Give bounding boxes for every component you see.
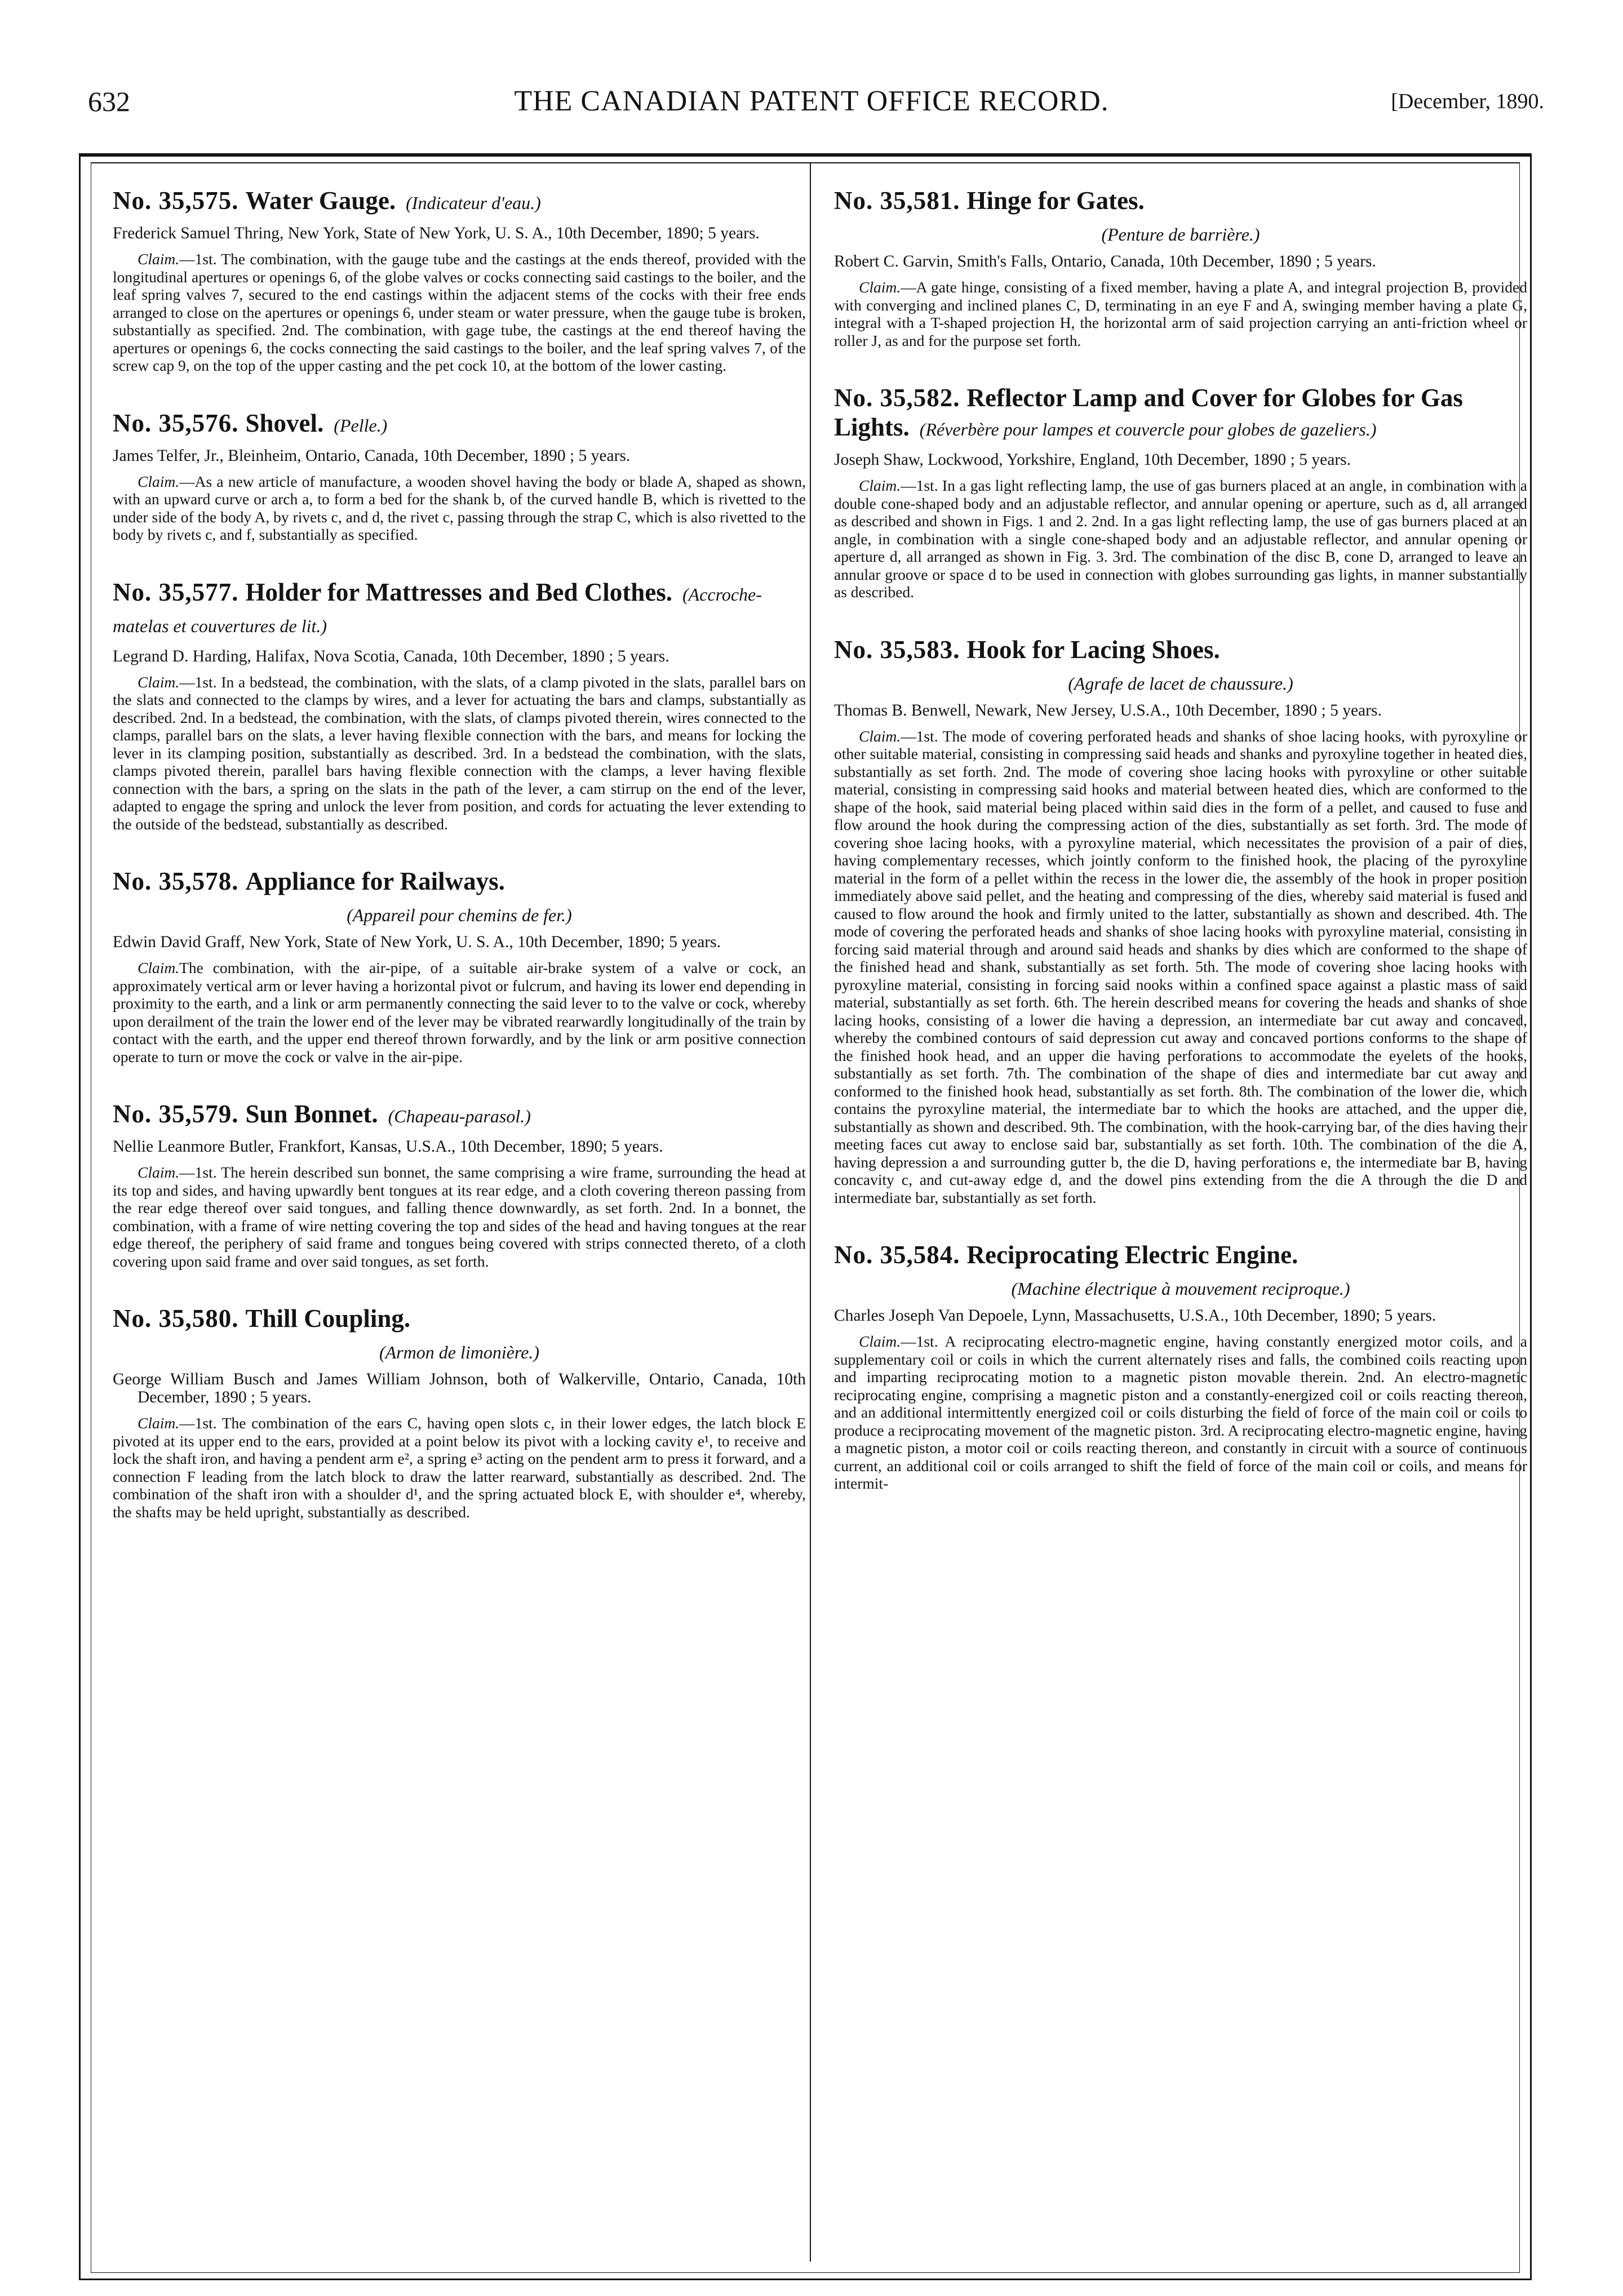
- claim-text: —1st. The herein described sun bonnet, the same comprising a wire frame, surrounding the head at its top and sides, and having upwardly bent tongues at its rear edge, and a cloth covering thereon passing from the rear edge thereof over said tongues, and falling thence downwardly, as set forth. 2nd. In a bonnet, the combination, with a frame of wire netting covering the top and sides of the head and having tongues at the rear edge thereof, the periphery of said frame and tongues being covered with strips connected thereto, of a cloth covering upon said frame and over said tongues, as set forth.: [113, 1163, 806, 1270]
- patent-entry: [834, 1240, 1527, 1493]
- claim-label: Claim.: [859, 727, 901, 745]
- patent-french-name: (Accroche-matelas et couvertures de lit.): [113, 584, 762, 636]
- patentee-info: Thomas B. Benwell, Newark, New Jersey, U.S.A., 10th December, 1890 ; 5 years.: [834, 701, 1382, 720]
- patent-title: [113, 867, 806, 926]
- right-column: [834, 186, 1527, 1526]
- patent-title: [834, 186, 1527, 246]
- patent-entry: [113, 578, 806, 833]
- patent-name: Hook for Lacing Shoes.: [966, 635, 1220, 664]
- patentee-info: Edwin David Graff, New York, State of New York, U. S. A., 10th December, 1890; 5 years.: [113, 933, 721, 951]
- patent-claim: [834, 477, 1527, 601]
- patentee-info: Charles Joseph Van Depoele, Lynn, Massachusetts, U.S.A., 10th December, 1890; 5 years.: [834, 1307, 1436, 1325]
- page-number: 632: [88, 86, 130, 117]
- patent-number: No. 35,576.: [113, 408, 239, 437]
- patent-claim: [113, 1163, 806, 1270]
- patentee-info: George William Busch and James William Johnson, both of Walkerville, Ontario, Canada, 10th December, 1890 ; 5 years.: [113, 1370, 806, 1406]
- patent-title: [113, 1304, 806, 1364]
- patent-french-name: (Penture de barrière.): [1101, 224, 1260, 245]
- patent-claim: [834, 727, 1527, 1207]
- issue-date: [December, 1890.: [1391, 90, 1544, 113]
- claim-text: —As a new article of manufacture, a wooden shovel having the body or blade A, shaped as shown, with an upward curve or arch a, to form a bed for the shank b, of the curved handle B, which is rivetted to the under side of the body A, by rivets c, and d, the rivet c, passing through the strap C, which is also rivetted to the body by rivets c, and f, substantially as specified.: [113, 472, 806, 543]
- patent-entry: [834, 635, 1527, 1207]
- patentee-info: Frederick Samuel Thring, New York, State of New York, U. S. A., 10th December, 1890; 5 years.: [113, 224, 760, 242]
- patent-number: No. 35,581.: [834, 186, 960, 215]
- patent-title: [113, 186, 806, 217]
- patent-french-name: (Réverbère pour lampes et couvercle pour globes de gazeliers.): [919, 419, 1377, 439]
- patent-claim: [113, 473, 806, 544]
- patent-title: [113, 578, 806, 641]
- patent-french-name: (Armon de limonière.): [379, 1342, 540, 1362]
- patent-claim: [113, 250, 806, 375]
- claim-label: Claim.: [138, 1414, 180, 1432]
- patent-claim: [834, 1333, 1527, 1493]
- claim-text: The combination, with the air-pipe, of a suitable air-brake system of a valve or cock, an approximately vertical arm or lever having a horizontal pivot or fulcrum, and having its lower end depending in proximity to the earth, and a link or arm permanently connecting the said lever to to the valve or cock, whereby upon derailment of the train the lower end of the lever may be vibrated rearwardly longitudinally of the train by contact with the earth, and the upper end thereof thrown forwardly, and by the link or arm positive connection operate to turn or move the cock or valve in the air-pipe.: [113, 959, 806, 1065]
- patentee-info: Legrand D. Harding, Halifax, Nova Scotia, Canada, 10th December, 1890 ; 5 years.: [113, 647, 669, 665]
- patent-title: [113, 408, 806, 440]
- patent-french-name: (Pelle.): [334, 415, 388, 436]
- patent-title: [834, 635, 1527, 695]
- patent-claim: [834, 278, 1527, 349]
- patent-name: Sun Bonnet.: [245, 1100, 378, 1128]
- patentee-info: Robert C. Garvin, Smith's Falls, Ontario, Canada, 10th December, 1890 ; 5 years.: [834, 252, 1376, 270]
- patent-number: No. 35,575.: [113, 186, 239, 215]
- patent-number: No. 35,582.: [834, 384, 960, 412]
- page-header: [79, 85, 1544, 124]
- patent-name: Holder for Mattresses and Bed Clothes.: [245, 578, 672, 606]
- column-divider: [810, 163, 811, 2262]
- patent-number: No. 35,577.: [113, 578, 239, 606]
- patent-title: [834, 383, 1527, 444]
- claim-text: —1st. The combination, with the gauge tube and the castings at the ends thereof, provided with the longitudinal apertures or openings 6, of the globe valves or cocks connecting said castings to the boiler, and the leaf spring valves 7, secured to the end castings within the adjacent stems of the cocks with their free ends arranged to close on the apertures or openings 6, under steam or water pressure, when the gauge tube is broken, substantially as specified. 2nd. The combination, with gage tube, the castings at the end thereof having the apertures or openings 6, the cocks connecting the said castings to the boiler, and the leaf spring valves 7, of the screw cap 9, on the top of the upper casting and the pet cock 10, at the bottom of the lower casting.: [113, 250, 806, 374]
- patent-name: Reflector Lamp and Cover for Globes for Gas Lights.: [834, 384, 1463, 441]
- patent-entry: [113, 867, 806, 1065]
- claim-text: —A gate hinge, consisting of a fixed member, having a plate A, and integral projection B, provided with converging and inclined planes C, D, terminating in an eye F and A, swinging member having a plate G, integral with a T-shaped projection H, the horizontal arm of said projection carrying an anti-friction wheel or roller J, as and for the purpose set forth.: [834, 278, 1527, 349]
- patentee-info: Nellie Leanmore Butler, Frankfort, Kansas, U.S.A., 10th December, 1890; 5 years.: [113, 1138, 663, 1156]
- claim-label: Claim.: [859, 477, 901, 494]
- patent-french-name: (Appareil pour chemins de fer.): [347, 905, 572, 925]
- patent-number: No. 35,584.: [834, 1241, 960, 1269]
- patent-entry: [834, 186, 1527, 349]
- claim-text: —1st. In a bedstead, the combination, with the slats, of a clamp pivoted in the slats, parallel bars on the slats and connected to the clamps by wires, and a lever for actuating the bars and clamps, substantially as described. 2nd. In a bedstead, the combination, with the slats, of clamps pivoted therein, wires connected to the clamps, parallel bars on the slats, a lever having flexible connection with the bars, and means for locking the lever in its clamping position, substantially as described. 3rd. In a bedstead the combination, with the slats, clamps pivoted therein, parallel bars having flexible connection with the clamps, a lever having flexible connection with the bars, a spring on the slats in the path of the lever, a cam stirrup on the end of the lever, adapted to engage the spring and unlock the lever from position, and cords for actuating the lever extending to the outside of the bedstead, substantially as described.: [113, 673, 806, 833]
- patent-entry: [113, 408, 806, 544]
- patent-entry: [834, 383, 1527, 601]
- patent-name: Appliance for Railways.: [245, 867, 505, 895]
- patent-name: Reciprocating Electric Engine.: [966, 1241, 1298, 1269]
- claim-text: —1st. A reciprocating electro-magnetic engine, having constantly energized motor coils, and a supplementary coil or coils in which the current alternately rises and falls, the combined coils reacting upon and imparting reciprocating motion to a magnetic piston movable therein. 2nd. An electro-magnetic reciprocating engine, comprising a magnetic piston and a constantly-energized coil or coils reacting thereon, and an additional intermittently energized coil or coils disturbing the field of force of the main coil or coils to produce a reciprocating movement of the magnetic piston. 3rd. A reciprocating electro-magnetic engine, having a magnetic piston, a motor coil or coils reacting thereon, and constantly in circuit with a source of continuous current, an additional coil or coils arranged to shift the field of force of the main coil or coils, and means for intermit-: [834, 1333, 1527, 1492]
- claim-label: Claim.: [138, 250, 180, 268]
- patent-french-name: (Machine électrique à mouvement reciproque.): [1011, 1278, 1350, 1299]
- patent-french-name: (Agrafe de lacet de chaussure.): [1068, 673, 1293, 694]
- claim-label: Claim.: [138, 959, 180, 976]
- patent-title: [113, 1099, 806, 1131]
- patent-name: Water Gauge.: [245, 186, 396, 215]
- claim-text: —1st. The combination of the ears C, having open slots c, in their lower edges, the latch block E pivoted at its upper end to the ears, provided at a point below its pivot with a locking cavity e¹, to receive and lock the shaft iron, and having a pendent arm e², a spring e³ acting on the pendent arm to press it forward, and a connection F leading from the latch block to draw the latter rearward, substantially as described. 2nd. The combination of the shaft iron with a shoulder d¹, and the spring actuated block E, with shoulder e⁴, whereby, the shafts may be held upright, substantially as described.: [113, 1414, 806, 1521]
- patent-entry: [113, 1304, 806, 1521]
- patent-number: No. 35,579.: [113, 1100, 239, 1128]
- patent-claim: [113, 959, 806, 1065]
- patent-name: Shovel.: [245, 408, 324, 437]
- claim-label: Claim.: [138, 673, 180, 691]
- claim-label: Claim.: [138, 472, 180, 490]
- claim-label: Claim.: [138, 1163, 180, 1181]
- patentee-info: Joseph Shaw, Lockwood, Yorkshire, England, 10th December, 1890 ; 5 years.: [834, 451, 1351, 469]
- patent-number: No. 35,580.: [113, 1304, 239, 1333]
- claim-text: —1st. The mode of covering perforated heads and shanks of shoe lacing hooks, with pyroxyline or other suitable material, consisting in compressing said heads and shanks and pyroxyline together in heated dies, substantially as set forth. 2nd. The mode of covering shoe lacing hooks with pyroxyline or other suitable material, consisting in compressing said hooks and material between heated dies, which are conformed to the shape of the hook, said material being placed within said dies in the form of a pellet, and caused to fuse and flow around the hook during the compressing action of the dies, substantially as set forth. 3rd. The mode of covering shoe lacing hooks, with a pyroxyline material, which necessitates the provision of a pair of dies, having complementary recesses, which jointly conform to the finished hook, the placing of the pyroxyline material in the form of a pellet within the recess in the lower die, the assembly of the hook in proper position immediately above said pellet, and the heating and compressing of the dies, whereby said material is fused and caused to flow around the hook and firmly united to the latter, substantially as shown and described. 4th. The mode of covering the perforated heads and shanks of shoe lacing hooks with pyroxyline material, consisting in forcing said material through and around said heads and shanks by dies which are conformed to the shape of the finished head and shank, substantially as set forth. 5th. The mode of covering shoe lacing hooks with pyroxyline material, consisting in forcing said nooks within a confined space against a plastic mass of said material, substantially as set forth. 6th. The herein described means for covering the heads and shanks of shoe lacing hooks, consisting of a lower die having a depression, an intermediate bar cut away and concaved, whereby the combined contours of said depression cut away and concaved portions conforms to the shape of the finished hook head, and an upper die having perforations to accommodate the eyelets of the hooks, substantially as set forth. 7th. The combination of the shape of dies and intermediate bar cut away and conformed to the finished hook head, substantially as set forth. 8th. The combination of the lower die, which contains the pyroxyline material, the intermediate bar to which the hooks are attached, and the upper die, substantially as shown and described. 9th. The combination, with the hook-carrying bar, of the dies having their meeting faces cut away to enclose said bar, substantially as set forth. 10th. The combination of the die A, having depression a and surrounding gutter b, the die D, having perforations e, the intermediate bar B, having concavity c, and cut-away edge d, and the dowel pins extending from the die A through the die D and intermediate bar, substantially as set forth.: [834, 727, 1527, 1206]
- patent-french-name: (Indicateur d'eau.): [406, 193, 541, 213]
- left-column: [113, 186, 806, 1555]
- patent-claim: [113, 673, 806, 833]
- patent-claim: [113, 1414, 806, 1521]
- patent-entry: [113, 186, 806, 375]
- patent-name: Thill Coupling.: [245, 1304, 411, 1333]
- claim-label: Claim.: [859, 278, 901, 296]
- patent-title: [834, 1240, 1527, 1300]
- patent-number: No. 35,583.: [834, 635, 960, 664]
- journal-title: THE CANADIAN PATENT OFFICE RECORD.: [514, 85, 1109, 117]
- patent-number: No. 35,578.: [113, 867, 239, 895]
- patent-french-name: (Chapeau-parasol.): [388, 1106, 531, 1126]
- patent-entry: [113, 1099, 806, 1270]
- patent-name: Hinge for Gates.: [966, 186, 1145, 215]
- claim-label: Claim.: [859, 1333, 901, 1350]
- claim-text: —1st. In a gas light reflecting lamp, the use of gas burners placed at an angle, in combination with a double cone-shaped body and an adjustable reflector, and annular opening or aperture, such as d, all arranged as described and shown in Figs. 1 and 2. 2nd. In a gas light reflecting lamp, the use of gas burners placed at an angle, in combination with a single cone-shaped body and an adjustable reflector, and annular opening or aperture d, all arranged as shown in Fig. 3. 3rd. The combination of the disc B, cone D, arranged to leave an annular groove or space d to be used in connection with globes surrounding gas lights, in manner substantially as described.: [834, 477, 1527, 601]
- patentee-info: James Telfer, Jr., Bleinheim, Ontario, Canada, 10th December, 1890 ; 5 years.: [113, 446, 631, 465]
